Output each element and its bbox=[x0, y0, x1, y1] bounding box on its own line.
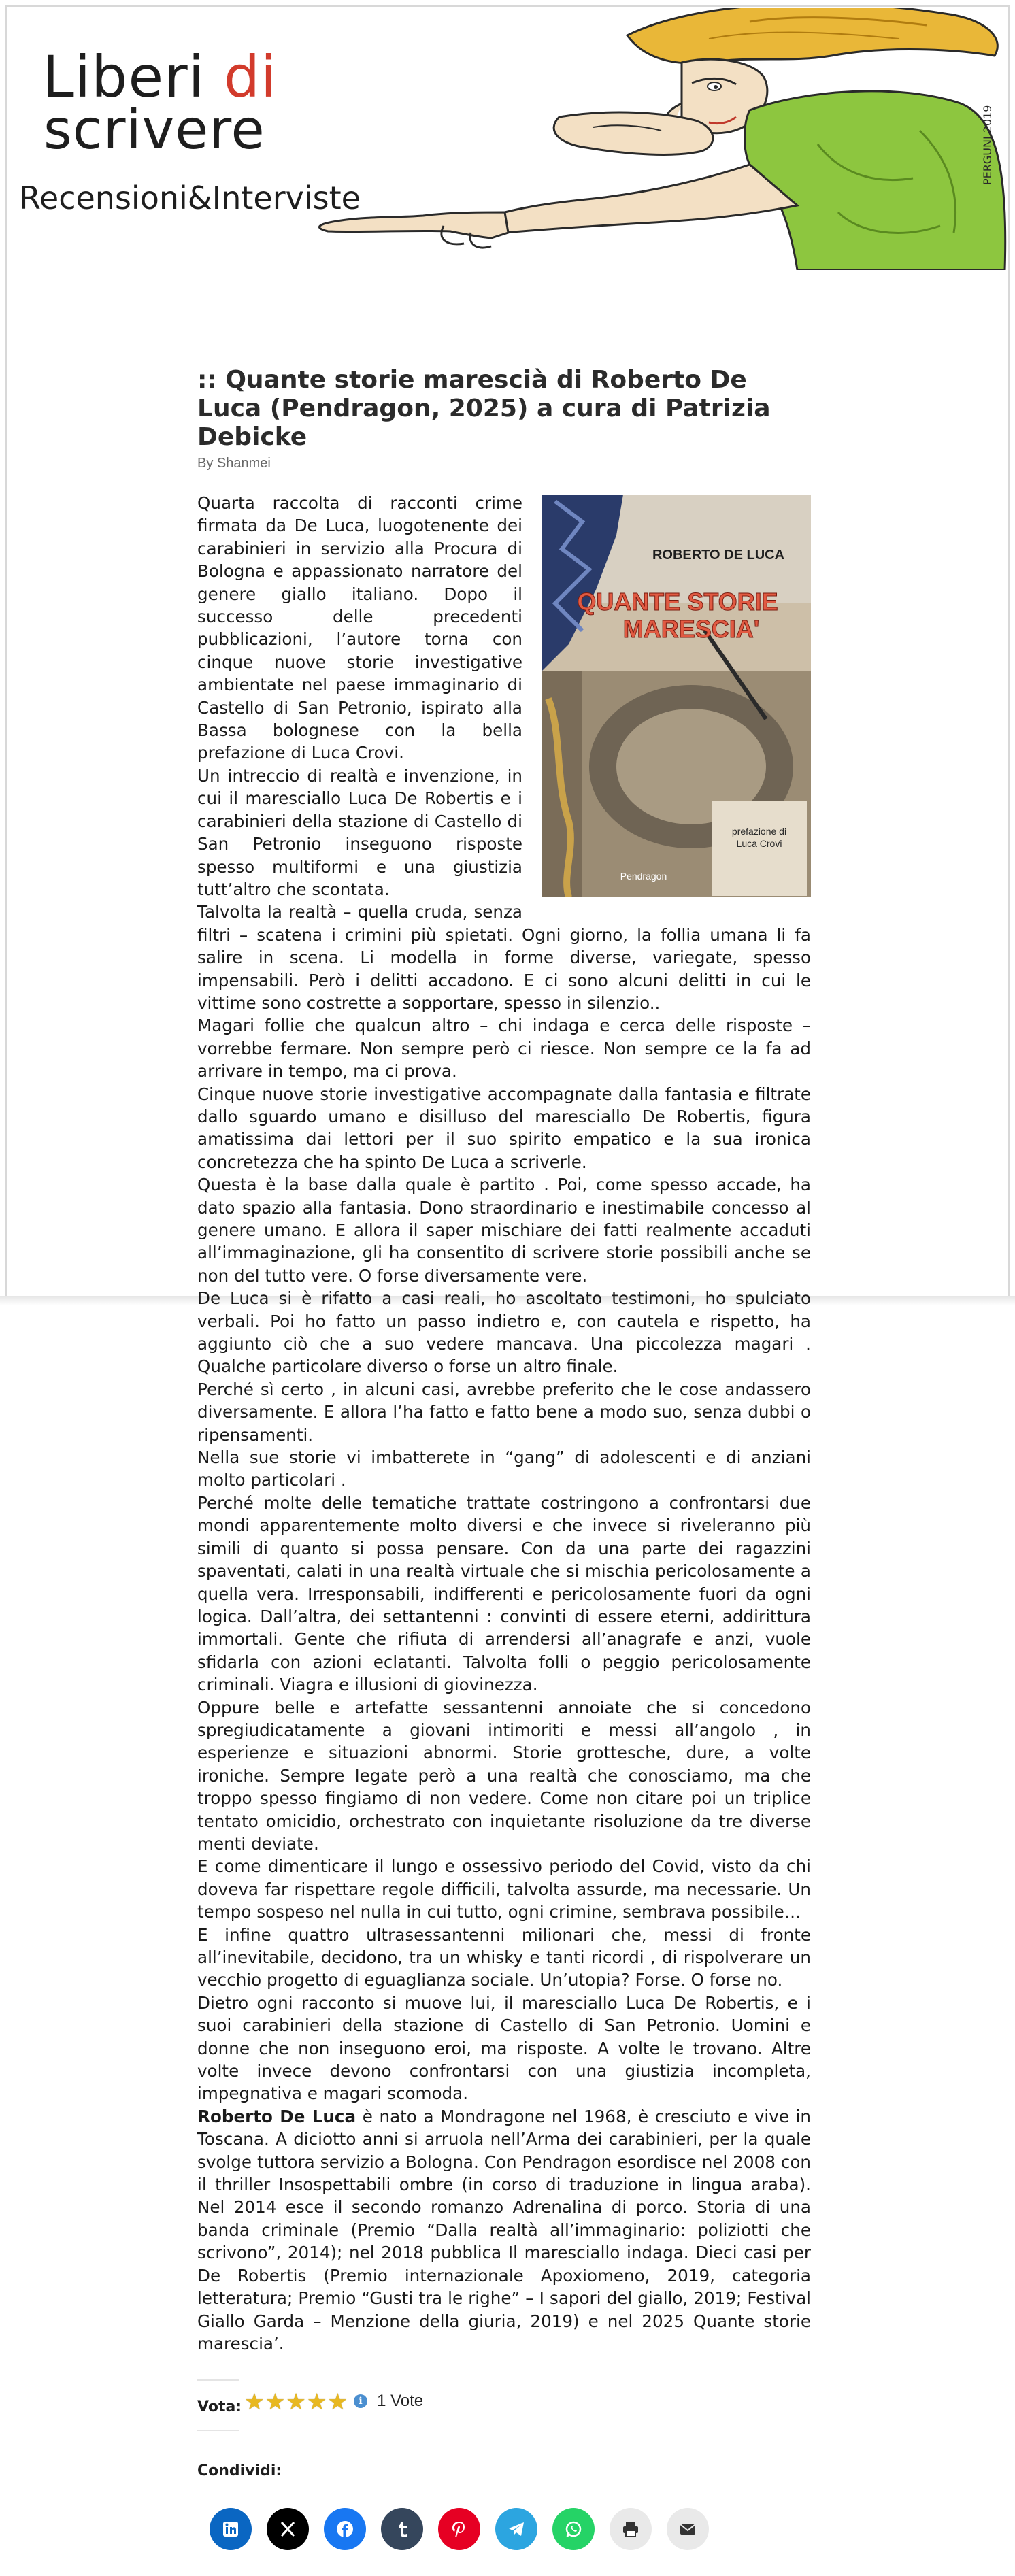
article-paragraph: Questa è la base dalla quale è partito . Poi, come spesso accade, ha dato spazio alla fantasia. Dono straordinario e inestimabile concesso al genere umano. E allora il saper mischiare dei fatti realmente accaduti all’immaginazione, gli ha consentito di scrivere storie possibili anche se non del tutto vere. O forse diversamente vere. bbox=[197, 1175, 811, 1286]
article-paragraph: Magari follie che qualcun altro – chi indaga e cerca delle risposte – vorrebbe fermare. Non sempre però ci riesce. Non sempre ce la fa ad arrivare in tempo, ma ci prova. bbox=[197, 1016, 811, 1082]
article-paragraph: E come dimenticare il lungo e ossessivo periodo del Covid, visto da chi doveva far rispettare regole difficili, talvolta assurde, ma necessarie. Un tempo sospeso nel nulla in cui tutto, ogni crimine, sembrava possibile… bbox=[197, 1856, 811, 1922]
article-paragraph: De Luca si è rifatto a casi reali, ho ascoltato testimoni, ho spulciato verbali. Poi ho fatto un passo indietro e, con cautela e rispetto, ha aggiunto ciò che a suo vedere mancava. Una piccolezza magari . Qualche particolare diverso o forse un altro finale. bbox=[197, 1288, 811, 1377]
article-paragraph: Oppure belle e artefatte sessantenni annoiate che si concedono spregiudicatamente a giovani intimoriti e messi all’angolo , in esperienze e situazioni abnormi. Storie grottesche, dure, a volte ironiche. Sempre legate però a una realtà che conosciamo, ma che troppo spesso fingiamo di non vedere. Come non citare poi un triplice tentato omicidio, orchestrato con inquietante risoluzione da tre diverse menti deviate. bbox=[197, 1697, 811, 1854]
article-paragraph: Quarta raccolta di racconti crime firmata da De Luca, luogotenente dei carabinieri in servizio alla Procura di Bologna e appassionato narratore del genere giallo italiano. Dopo il successo delle precedenti pubblicazioni, l’autore torna con cinque nuove storie investigative ambientate nel paese immaginario di Castello di San Petronio, ispirato alla Bassa bolognese con la bella prefazione di Luca Crovi. bbox=[197, 493, 522, 763]
divider bbox=[197, 2430, 239, 2431]
svg-text:Luca Crovi: Luca Crovi bbox=[736, 838, 782, 849]
author-bio bbox=[197, 2105, 811, 2355]
star-icon[interactable]: ★ bbox=[244, 2388, 265, 2415]
logo-word-liberi: Liberi bbox=[42, 44, 224, 110]
star-icon[interactable]: ★ bbox=[306, 2388, 327, 2415]
bio-name: Roberto De Luca bbox=[197, 2106, 356, 2126]
svg-text:Pendragon: Pendragon bbox=[620, 871, 667, 882]
article-paragraph: Perché molte delle tematiche trattate costringono a confrontarsi due mondi apparentemente molto diversi e che invece si riveleranno più simili di quanto si possa pensare. Con da una parte dei ragazzini spaventati, calati in una realtà virtuale che si mischia pericolosamente a quella vera. Irresponsabili, indifferenti e pericolosamente fuori da ogni logica. Dall’altra, dei settantenni : convinti di essere eterni, addirittura immortali. Gente che rifiuta di arrendersi all’anagrafe e anzi, vuole sfidarla con azioni eclatanti. Talvolta folli o peggio pericolosamente criminali. Viagra e illusioni di giovinezza. bbox=[197, 1492, 811, 1695]
tumblr-icon bbox=[391, 2518, 413, 2540]
vote-count: 1 Vote bbox=[377, 2392, 424, 2411]
article-paragraph: Un intreccio di realtà e invenzione, in cui il maresciallo Luca De Robertis e i carabinieri della stazione di Castello di San Petronio inseguono risposte spesso multiformi e una giustizia tutt’altro che scontata. bbox=[197, 765, 522, 899]
article-paragraph: Nella sue storie vi imbatterete in “gang” di adolescenti e di anziani molto particolari . bbox=[197, 1448, 811, 1490]
share-x-button[interactable] bbox=[267, 2508, 309, 2550]
share-email-button[interactable] bbox=[667, 2508, 709, 2550]
email-icon bbox=[677, 2518, 699, 2540]
article-paragraph: Cinque nuove storie investigative accompagnate dalla fantasia e filtrate dallo sguardo umano e disilluso del maresciallo De Robertis, figura amatissima dai lettori per il suo spirito empatico e la sua ironica concretezza che ha spinto De Luca a scriverle. bbox=[197, 1084, 811, 1172]
svg-text:ROBERTO DE LUCA: ROBERTO DE LUCA bbox=[652, 548, 785, 563]
x-icon bbox=[277, 2518, 299, 2540]
article-body bbox=[197, 492, 811, 2355]
article-byline: By Shanmei bbox=[197, 456, 271, 471]
logo-word-di: di bbox=[223, 44, 278, 110]
share-tumblr-button[interactable] bbox=[381, 2508, 423, 2550]
svg-text:MARESCIA': MARESCIA' bbox=[622, 615, 760, 643]
bio-text: è nato a Mondragone nel 1968, è cresciuto e vive in Toscana. A diciotto anni si arruola nell’Arma dei carabinieri, per la quale svolge tuttora servizio a Bologna. Con Pendragon esordisce nel 2008 con il thriller Insospettabili ombre (in corso di traduzione in lingua araba). Nel 2014 esce il secondo romanzo Adrenalina di porco. Storia di una banda criminale (Premio “Dalla realtà all’immaginario: poliziotti che scrivono”, 2014); nel 2018 pubblica Il maresciallo indaga. Dieci casi per De Robertis (Premio internazionale Apoxiomeno, 2019, categoria letteratura; Premio “Gusti tra le righe” – I sapori del giallo, 2019; Festival Giallo Garda – Menzione della giuria, 2019) e nel 2025 Quante storie marescia’. bbox=[197, 2106, 811, 2354]
share-label: Condividi: bbox=[197, 2462, 282, 2480]
rating-section bbox=[197, 2379, 811, 2550]
article-paragraph: E infine quattro ultrasessantenni milionari che, messi di fronte all’inevitabile, decidono, tra un whisky e tanti ricordi , di rispolverare un vecchio progetto di eguaglianza sociale. Un’utopia? Forse. O forse no. bbox=[197, 1924, 811, 1990]
linkedin-icon bbox=[220, 2518, 242, 2540]
facebook-icon bbox=[334, 2518, 356, 2540]
print-icon bbox=[620, 2518, 642, 2540]
rating-row bbox=[197, 2388, 811, 2415]
site-logo-line2[interactable]: scrivere bbox=[44, 98, 265, 161]
article-paragraph: Perché sì certo , in alcuni casi, avrebbe preferito che le cose andassero diversamente. E allora l’ha fatto e fatto bene a modo suo, senza dubbi o ripensamenti. bbox=[197, 1379, 811, 1445]
svg-text:QUANTE STORIE: QUANTE STORIE bbox=[577, 588, 778, 616]
whatsapp-icon bbox=[563, 2518, 584, 2540]
share-buttons bbox=[210, 2508, 811, 2550]
star-icon[interactable]: ★ bbox=[286, 2388, 306, 2415]
share-telegram-button[interactable] bbox=[495, 2508, 537, 2550]
article-paragraph: Talvolta la realtà – quella cruda, senza filtri – scatena i crimini più spietati. Ogni giorno, la follia umana li fa salire in scena. Li modella in forme diverse, variegate, spesso impensabili. Però i delitti accadono. E ci sono alcuni delitti in cui le vittime sono costrette a sopportare, spesso in silenzio.. bbox=[197, 902, 811, 1013]
book-cover-image[interactable] bbox=[542, 495, 811, 897]
share-whatsapp-button[interactable] bbox=[552, 2508, 595, 2550]
rating-stars[interactable] bbox=[244, 2390, 348, 2413]
share-facebook-button[interactable] bbox=[324, 2508, 366, 2550]
svg-text:PERGUNI 2019: PERGUNI 2019 bbox=[981, 105, 994, 185]
star-icon[interactable]: ★ bbox=[327, 2388, 348, 2415]
share-pinterest-button[interactable] bbox=[438, 2508, 480, 2550]
site-tagline: Recensioni&Interviste bbox=[19, 180, 361, 216]
info-icon[interactable]: i bbox=[354, 2394, 367, 2408]
divider bbox=[197, 2379, 239, 2381]
share-print-button[interactable] bbox=[610, 2508, 652, 2550]
article bbox=[197, 366, 811, 2550]
article-paragraph: Dietro ogni racconto si muove lui, il maresciallo Luca De Robertis, e i suoi carabinieri della stazione di Castello di San Petronio. Uomini e donne che non inseguono eroi, ma risposte. A volte le trovano. Altre volte invece devono confrontarsi con una giustizia incompleta, impegnativa e magari scomoda. bbox=[197, 1992, 811, 2104]
header-illustration bbox=[273, 8, 1008, 270]
article-title[interactable]: :: Quante storie marescià di Roberto De Luca (Pendragon, 2025) a cura di Patrizia Debicke bbox=[197, 366, 771, 451]
star-icon[interactable]: ★ bbox=[265, 2388, 286, 2415]
share-linkedin-button[interactable] bbox=[210, 2508, 252, 2550]
pinterest-icon bbox=[448, 2518, 470, 2540]
rating-label: Vota: bbox=[197, 2398, 242, 2415]
svg-text:prefazione di: prefazione di bbox=[731, 826, 787, 837]
site-header[interactable] bbox=[8, 8, 1007, 270]
telegram-icon bbox=[505, 2518, 527, 2540]
